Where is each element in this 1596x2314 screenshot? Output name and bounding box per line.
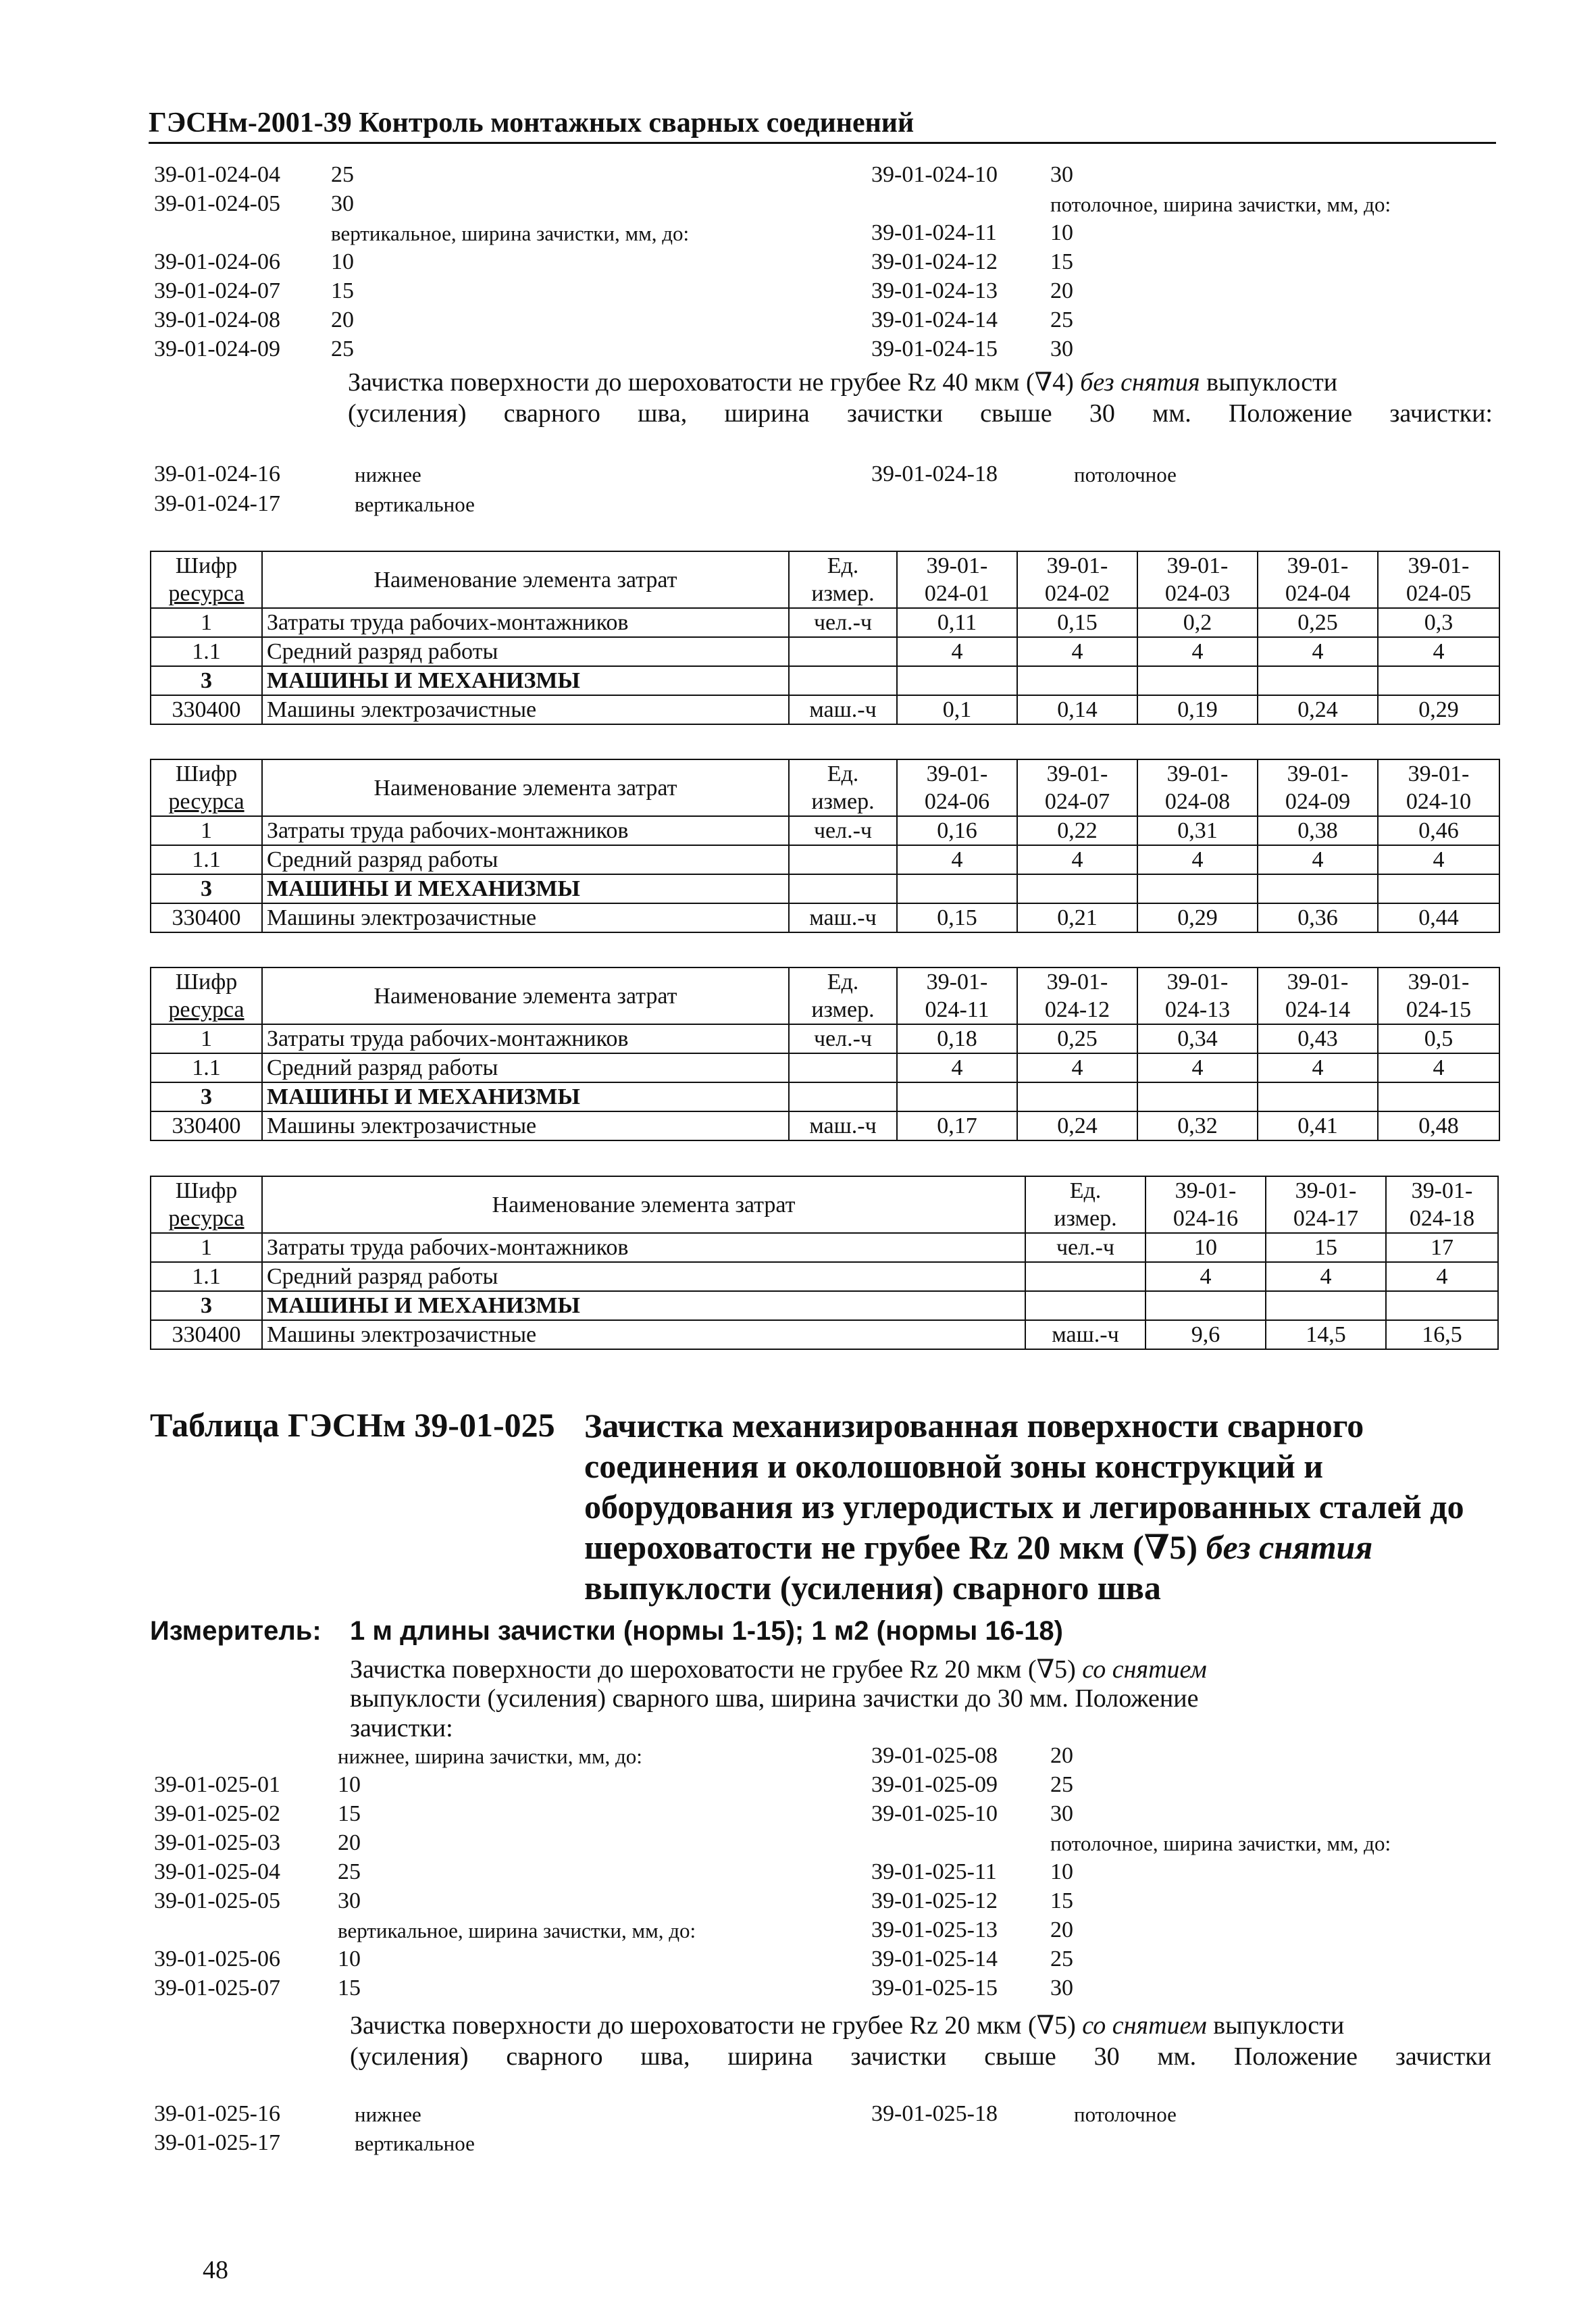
list-code: 39-01-024-06: [154, 249, 280, 274]
cell-value: 4: [1017, 637, 1137, 666]
cell-code: 1.1: [151, 637, 262, 666]
header-norm: 024-13: [1137, 996, 1258, 1024]
list-value: 15: [338, 1801, 361, 1826]
cell-name: Машины электрозачистные: [262, 903, 789, 932]
header-unit: измер.: [789, 788, 897, 816]
cell-value: 0,48: [1378, 1111, 1499, 1140]
cell-value: [1258, 874, 1378, 903]
cell-value: 0,17: [897, 1111, 1017, 1140]
cell-value: [1137, 666, 1258, 695]
header-name: Наименование элемента затрат: [262, 1176, 1025, 1233]
cell-unit: чел.-ч: [789, 608, 897, 637]
para1-line2: (усиления) сварного шва, ширина зачистки свыше 30 мм. Положение зачистки:: [348, 399, 1493, 428]
list-code: 39-01-025-03: [154, 1830, 280, 1855]
header-norm: 024-03: [1137, 580, 1258, 608]
list-value: 10: [1050, 1859, 1073, 1884]
list-code: 39-01-024-07: [154, 278, 280, 303]
cell-value: 10: [1145, 1233, 1266, 1262]
list-code: 39-01-025-04: [154, 1859, 280, 1884]
list-code: 39-01-024-04: [154, 162, 280, 187]
header-norm: 024-12: [1017, 996, 1137, 1024]
cell-name: МАШИНЫ И МЕХАНИЗМЫ: [262, 1291, 1025, 1320]
list-value: 25: [1050, 307, 1073, 332]
cell-name: Затраты труда рабочих-монтажников: [262, 1233, 1025, 1262]
resource-table: [150, 759, 1500, 933]
table-row: [151, 1233, 1498, 1262]
table-row: [151, 695, 1499, 724]
header-norm: 39-01-: [897, 551, 1017, 580]
header-norm: 024-06: [897, 788, 1017, 816]
table-row: [151, 1053, 1499, 1082]
header-norm: 024-11: [897, 996, 1017, 1024]
cell-value: [1137, 874, 1258, 903]
table-row: [151, 816, 1499, 845]
header-norm: 39-01-: [1258, 967, 1378, 996]
list-value: 30: [331, 191, 354, 216]
list-value: 10: [338, 1946, 361, 1971]
list-value: 30: [338, 1888, 361, 1913]
header-unit: Ед.: [789, 551, 897, 580]
cell-value: 0,46: [1378, 816, 1499, 845]
cell-value: [1378, 666, 1499, 695]
cell-code: 3: [151, 1291, 262, 1320]
table-row: [151, 1111, 1499, 1140]
cell-value: 0,5: [1378, 1024, 1499, 1053]
cell-unit: [789, 637, 897, 666]
cell-value: 0,36: [1258, 903, 1378, 932]
cell-unit: [1025, 1291, 1145, 1320]
cell-value: 0,3: [1378, 608, 1499, 637]
table-row: [151, 637, 1499, 666]
para1-line1: Зачистка поверхности до шероховатости не грубее Rz 40 мкм (∇4) без снятия выпуклости: [348, 368, 1338, 397]
cell-value: 0,32: [1137, 1111, 1258, 1140]
cell-code: 1: [151, 1024, 262, 1053]
cell-value: 4: [1258, 1053, 1378, 1082]
position-label: нижнее: [355, 463, 421, 486]
header-norm: 39-01-: [1258, 759, 1378, 788]
cell-value: 0,31: [1137, 816, 1258, 845]
header-unit: измер.: [789, 580, 897, 608]
cell-unit: [789, 666, 897, 695]
cell-value: 0,25: [1017, 1024, 1137, 1053]
position-code: 39-01-024-16: [154, 461, 280, 486]
position-code: 39-01-024-17: [154, 491, 280, 516]
header-norm: 39-01-: [1378, 759, 1499, 788]
cell-code: 1.1: [151, 845, 262, 874]
cell-value: 0,41: [1258, 1111, 1378, 1140]
list-value: 10: [1050, 220, 1073, 245]
para3-line2: (усиления) сварного шва, ширина зачистки свыше 30 мм. Положение зачистки: [350, 2042, 1491, 2071]
header-norm: 39-01-: [1386, 1176, 1498, 1205]
list-value: 20: [1050, 1917, 1073, 1942]
cell-unit: маш.-ч: [1025, 1320, 1145, 1349]
cell-value: 4: [1378, 637, 1499, 666]
header-norm: 024-18: [1386, 1205, 1498, 1233]
header-name: Наименование элемента затрат: [262, 551, 789, 608]
list-code: 39-01-024-12: [871, 249, 998, 274]
cell-code: 330400: [151, 903, 262, 932]
para2-line2: выпуклости (усиления) сварного шва, ширина зачистки до 30 мм. Положение: [350, 1684, 1199, 1713]
header-norm: 39-01-: [1137, 551, 1258, 580]
cell-value: 0,43: [1258, 1024, 1378, 1053]
list-value: 30: [1050, 336, 1073, 361]
cell-value: 0,29: [1137, 903, 1258, 932]
cell-value: 4: [1386, 1262, 1498, 1291]
list-code: 39-01-025-05: [154, 1888, 280, 1913]
cell-name: Затраты труда рабочих-монтажников: [262, 816, 789, 845]
header-norm: 39-01-: [1378, 551, 1499, 580]
cell-name: Машины электрозачистные: [262, 695, 789, 724]
list-value: 15: [331, 278, 354, 303]
position-label: вертикальное: [355, 2132, 475, 2155]
cell-name: Средний разряд работы: [262, 845, 789, 874]
list-subheading: вертикальное, ширина зачистки, мм, до:: [331, 222, 690, 245]
list-value: 20: [331, 307, 354, 332]
cell-name: Средний разряд работы: [262, 1262, 1025, 1291]
cell-value: [897, 1082, 1017, 1111]
cell-value: 4: [897, 637, 1017, 666]
para2-line3: зачистки:: [350, 1714, 453, 1742]
cell-value: 16,5: [1386, 1320, 1498, 1349]
header-norm: 39-01-: [897, 759, 1017, 788]
cell-value: 4: [897, 845, 1017, 874]
list-value: 20: [1050, 278, 1073, 303]
cell-value: [897, 666, 1017, 695]
cell-value: [897, 874, 1017, 903]
list-code: 39-01-024-11: [871, 220, 997, 245]
resource-table: [150, 967, 1500, 1141]
cell-value: 0,24: [1258, 695, 1378, 724]
position-label: вертикальное: [355, 493, 475, 516]
header-norm: 39-01-: [1017, 759, 1137, 788]
list-value: 15: [1050, 1888, 1073, 1913]
cell-code: 3: [151, 1082, 262, 1111]
cell-code: 1: [151, 608, 262, 637]
cell-value: 4: [1017, 1053, 1137, 1082]
table-row: [151, 1320, 1498, 1349]
measure-label: Измеритель:: [150, 1616, 321, 1646]
cell-code: 1: [151, 1233, 262, 1262]
header-unit: измер.: [1025, 1205, 1145, 1233]
table-label: Таблица ГЭСНм 39-01-025: [150, 1406, 555, 1444]
header-norm: 39-01-: [1017, 551, 1137, 580]
section-title: Зачистка механизированная поверхности сварного соединения и околошовной зоны конструкций и оборудования из углеродистых и легированных сталей до шероховатости не грубее Rz 20 мкм (∇5) без снятия выпуклости (усиления) сварного шва: [584, 1407, 1464, 1607]
cell-value: 0,21: [1017, 903, 1137, 932]
header-norm: 39-01-: [1137, 759, 1258, 788]
list-code: 39-01-024-10: [871, 162, 998, 187]
header-norm: 024-04: [1258, 580, 1378, 608]
cell-value: 0,25: [1258, 608, 1378, 637]
table-row: [151, 1291, 1498, 1320]
list-code: 39-01-025-10: [871, 1801, 998, 1826]
header-code: Шифр: [151, 1176, 262, 1205]
list-code: 39-01-024-05: [154, 191, 280, 216]
header-code: Шифр: [151, 967, 262, 996]
cell-value: 4: [1378, 845, 1499, 874]
cell-name: Затраты труда рабочих-монтажников: [262, 1024, 789, 1053]
header-title: ГЭСНм-2001-39 Контроль монтажных сварных соединений: [149, 107, 915, 139]
para3-line1: Зачистка поверхности до шероховатости не грубее Rz 20 мкм (∇5) со снятием выпуклости: [350, 2011, 1345, 2040]
list-value: 30: [1050, 1801, 1073, 1826]
list-code: 39-01-025-08: [871, 1743, 998, 1768]
list-code: 39-01-025-13: [871, 1917, 998, 1942]
list-code: 39-01-024-09: [154, 336, 280, 361]
header-norm: 39-01-: [1378, 967, 1499, 996]
header-norm: 024-02: [1017, 580, 1137, 608]
table-row: [151, 666, 1499, 695]
cell-value: [1386, 1291, 1498, 1320]
cell-value: [1258, 666, 1378, 695]
cell-value: 0,44: [1378, 903, 1499, 932]
resource-table: [150, 1176, 1499, 1350]
cell-unit: чел.-ч: [1025, 1233, 1145, 1262]
cell-code: 3: [151, 874, 262, 903]
cell-value: 0,14: [1017, 695, 1137, 724]
cell-value: 4: [1258, 637, 1378, 666]
list-code: 39-01-025-09: [871, 1772, 998, 1797]
header-code: ресурса: [151, 996, 262, 1024]
header-norm: 39-01-: [1266, 1176, 1386, 1205]
header-norm: 024-15: [1378, 996, 1499, 1024]
cell-value: 0,2: [1137, 608, 1258, 637]
cell-value: 0,24: [1017, 1111, 1137, 1140]
header-norm: 024-10: [1378, 788, 1499, 816]
cell-name: МАШИНЫ И МЕХАНИЗМЫ: [262, 666, 789, 695]
cell-value: 4: [1258, 845, 1378, 874]
cell-unit: [1025, 1262, 1145, 1291]
cell-value: 0,15: [897, 903, 1017, 932]
header-norm: 39-01-: [1137, 967, 1258, 996]
position-label: нижнее: [355, 2103, 421, 2126]
cell-value: [1017, 1082, 1137, 1111]
cell-name: МАШИНЫ И МЕХАНИЗМЫ: [262, 874, 789, 903]
cell-value: 0,1: [897, 695, 1017, 724]
running-header: [149, 101, 1496, 144]
cell-value: 4: [1137, 1053, 1258, 1082]
list-code: 39-01-024-13: [871, 278, 998, 303]
cell-value: [1017, 874, 1137, 903]
cell-value: 4: [897, 1053, 1017, 1082]
list-value: 20: [338, 1830, 361, 1855]
cell-value: 4: [1145, 1262, 1266, 1291]
position-code: 39-01-025-16: [154, 2101, 280, 2126]
cell-value: 14,5: [1266, 1320, 1386, 1349]
list-value: 25: [338, 1859, 361, 1884]
header-code: Шифр: [151, 759, 262, 788]
cell-code: 330400: [151, 1320, 262, 1349]
measure-text: 1 м длины зачистки (нормы 1-15); 1 м2 (нормы 16-18): [350, 1616, 1063, 1646]
position-code: 39-01-024-18: [871, 461, 998, 486]
cell-code: 330400: [151, 695, 262, 724]
list-value: 25: [1050, 1772, 1073, 1797]
list-value: 15: [338, 1976, 361, 2001]
para2-line1: Зачистка поверхности до шероховатости не грубее Rz 20 мкм (∇5) со снятием: [350, 1655, 1207, 1684]
cell-value: 17: [1386, 1233, 1498, 1262]
cell-value: [1266, 1291, 1386, 1320]
header-unit: Ед.: [789, 759, 897, 788]
cell-unit: [789, 1082, 897, 1111]
table-row: [151, 874, 1499, 903]
cell-code: 1.1: [151, 1053, 262, 1082]
header-code: Шифр: [151, 551, 262, 580]
cell-value: 0,19: [1137, 695, 1258, 724]
cell-value: 0,16: [897, 816, 1017, 845]
list-value: 25: [331, 336, 354, 361]
position-code: 39-01-025-17: [154, 2130, 280, 2155]
header-norm: 39-01-: [1258, 551, 1378, 580]
list-code: 39-01-025-12: [871, 1888, 998, 1913]
header-norm: 024-09: [1258, 788, 1378, 816]
cell-unit: [789, 1053, 897, 1082]
header-norm: 024-14: [1258, 996, 1378, 1024]
cell-name: Машины электрозачистные: [262, 1320, 1025, 1349]
header-code: ресурса: [151, 788, 262, 816]
list-code: 39-01-025-15: [871, 1976, 998, 2001]
cell-unit: [789, 845, 897, 874]
cell-value: 0,15: [1017, 608, 1137, 637]
list-value: 20: [1050, 1743, 1073, 1768]
cell-value: 0,11: [897, 608, 1017, 637]
list-code: 39-01-025-01: [154, 1772, 280, 1797]
cell-name: МАШИНЫ И МЕХАНИЗМЫ: [262, 1082, 789, 1111]
cell-value: 4: [1137, 637, 1258, 666]
header-norm: 024-01: [897, 580, 1017, 608]
cell-value: 9,6: [1145, 1320, 1266, 1349]
cell-value: 4: [1266, 1262, 1386, 1291]
cell-unit: чел.-ч: [789, 1024, 897, 1053]
cell-value: 0,18: [897, 1024, 1017, 1053]
cell-name: Затраты труда рабочих-монтажников: [262, 608, 789, 637]
header-unit: Ед.: [1025, 1176, 1145, 1205]
cell-unit: чел.-ч: [789, 816, 897, 845]
header-norm: 024-07: [1017, 788, 1137, 816]
list-value: 25: [331, 162, 354, 187]
header-norm: 024-05: [1378, 580, 1499, 608]
header-code: ресурса: [151, 580, 262, 608]
header-code: ресурса: [151, 1205, 262, 1233]
table-row: [151, 845, 1499, 874]
header-norm: 39-01-: [1145, 1176, 1266, 1205]
cell-value: 15: [1266, 1233, 1386, 1262]
header-unit: измер.: [789, 996, 897, 1024]
cell-value: 0,34: [1137, 1024, 1258, 1053]
table-row: [151, 903, 1499, 932]
cell-value: 0,38: [1258, 816, 1378, 845]
header-name: Наименование элемента затрат: [262, 759, 789, 816]
list-value: 25: [1050, 1946, 1073, 1971]
table-row: [151, 1024, 1499, 1053]
table-row: [151, 1262, 1498, 1291]
position-label: потолочное: [1074, 2103, 1177, 2126]
position-label: потолочное: [1074, 463, 1177, 486]
cell-value: 4: [1017, 845, 1137, 874]
cell-value: [1258, 1082, 1378, 1111]
cell-unit: маш.-ч: [789, 903, 897, 932]
cell-unit: маш.-ч: [789, 695, 897, 724]
resource-table: [150, 551, 1500, 725]
list-code: 39-01-025-06: [154, 1946, 280, 1971]
position-code: 39-01-025-18: [871, 2101, 998, 2126]
cell-value: 0,22: [1017, 816, 1137, 845]
list-value: 10: [331, 249, 354, 274]
cell-code: 1: [151, 816, 262, 845]
header-norm: 39-01-: [897, 967, 1017, 996]
cell-value: [1017, 666, 1137, 695]
list-code: 39-01-025-14: [871, 1946, 998, 1971]
cell-name: Средний разряд работы: [262, 1053, 789, 1082]
header-norm: 024-08: [1137, 788, 1258, 816]
list-code: 39-01-025-11: [871, 1859, 997, 1884]
list-subheading: вертикальное, ширина зачистки, мм, до:: [338, 1919, 696, 1942]
list-value: 10: [338, 1772, 361, 1797]
list-subheading: потолочное, ширина зачистки, мм, до:: [1050, 1832, 1391, 1855]
cell-code: 330400: [151, 1111, 262, 1140]
header-unit: Ед.: [789, 967, 897, 996]
cell-unit: [789, 874, 897, 903]
list-code: 39-01-025-02: [154, 1801, 280, 1826]
header-norm: 024-16: [1145, 1205, 1266, 1233]
list-code: 39-01-024-08: [154, 307, 280, 332]
cell-value: [1145, 1291, 1266, 1320]
cell-name: Машины электрозачистные: [262, 1111, 789, 1140]
list-code: 39-01-024-14: [871, 307, 998, 332]
cell-value: 4: [1378, 1053, 1499, 1082]
list-subheading: потолочное, ширина зачистки, мм, до:: [1050, 193, 1391, 216]
table-row: [151, 1082, 1499, 1111]
table-row: [151, 608, 1499, 637]
cell-value: [1378, 1082, 1499, 1111]
cell-unit: маш.-ч: [789, 1111, 897, 1140]
cell-value: 4: [1137, 845, 1258, 874]
cell-value: [1378, 874, 1499, 903]
list-value: 30: [1050, 1976, 1073, 2001]
cell-code: 1.1: [151, 1262, 262, 1291]
cell-value: 0,29: [1378, 695, 1499, 724]
header-norm: 39-01-: [1017, 967, 1137, 996]
list-code: 39-01-025-07: [154, 1976, 280, 2001]
list-code: 39-01-024-15: [871, 336, 998, 361]
header-norm: 024-17: [1266, 1205, 1386, 1233]
list-subheading: нижнее, ширина зачистки, мм, до:: [338, 1744, 642, 1768]
header-name: Наименование элемента затрат: [262, 967, 789, 1024]
cell-code: 3: [151, 666, 262, 695]
page-number: 48: [203, 2256, 228, 2284]
cell-value: [1137, 1082, 1258, 1111]
list-value: 15: [1050, 249, 1073, 274]
cell-name: Средний разряд работы: [262, 637, 789, 666]
list-value: 30: [1050, 162, 1073, 187]
